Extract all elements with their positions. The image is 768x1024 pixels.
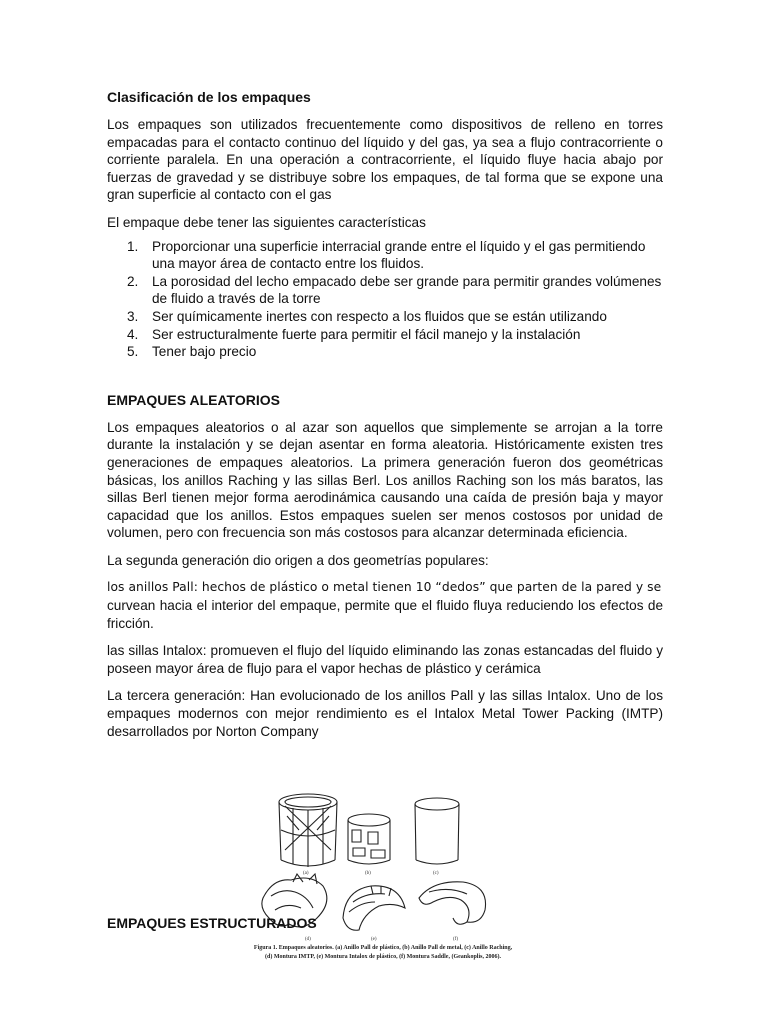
figure-label-f: (f): [453, 937, 458, 942]
heading-estructurados: EMPAQUES ESTRUCTURADOS: [107, 915, 317, 931]
paragraph-aleatorios: Los empaques aleatorios o al azar son aquellos que simplemente se arrojan a la torre durante la instalación y se dejan asentar en forma aleatoria. Históricamente existen tres generaciones de empaques aleatorios. La primera generación fueron dos geométricas básicas, los anillos Raching y las sillas Berl. Los anillos Raching son los más baratos, las sillas Berl tienen mejor forma aerodinámica causando una caída de presión baja y mayor capacidad que los anillos. Estos empaques suelen ser menos costosos por unidad de volumen, pero con frecuencia son más costosos para alcanzar determinada eficiencia.: [107, 419, 663, 541]
list-item: 5. Tener bajo precio: [127, 344, 257, 360]
paragraph-segunda-generacion: La segunda generación dio origen a dos geometrías populares:: [107, 552, 489, 568]
intalox-saddle-image: [343, 886, 405, 930]
figure-label-e: (e): [371, 937, 377, 942]
paragraph-anillos-pall-line1: los anillos Pall: hechos de plástico o metal tienen 10 “dedos” que parten de la pared y se: [107, 580, 662, 595]
paragraph-caracteristicas: El empaque debe tener las siguientes características: [107, 214, 426, 230]
raschig-ring-image: [415, 798, 459, 864]
saddle-image: [419, 882, 486, 924]
pall-ring-plastic-image: [279, 794, 337, 867]
figure-label-a: (a): [303, 871, 309, 876]
characteristics-list: [107, 238, 663, 361]
heading-aleatorios: EMPAQUES ALEATORIOS: [107, 391, 280, 408]
figure-label-b: (b): [365, 871, 371, 876]
paragraph-sillas-intalox: las sillas Intalox: promueven el flujo del líquido eliminando las zonas estancadas del fluido y poseen mayor área de flujo para el vapor hechas de plástico y cerámica: [107, 643, 663, 676]
document-body: [107, 88, 663, 740]
figure-caption-line2: (d) Montura IMTP, (e) Montura Intalox de plástico, (f) Montura Saddle, (Geankoplis, 2006).: [265, 954, 501, 960]
figure-label-d: (d): [305, 937, 311, 942]
figure-caption: [213, 944, 553, 962]
paragraph-tercera-generacion: La tercera generación: Han evolucionado de los anillos Pall y las sillas Intalox. Uno de los empaques modernos con mejor rendimiento es el Intalox Metal Tower Packing (IMTP) desarrollados por Norton Company: [107, 688, 663, 739]
paragraph-anillos-pall-rest: curvean hacia el interior del empaque, permite que el fluido fluya reduciendo los efectos de fricción.: [107, 598, 663, 631]
figure-caption-line1: Figura 1. Empaques aleatorios. (a) Anillo Pall de plástico, (b) Anillo Pall de metal, (c) Anillo Raching,: [253, 945, 513, 951]
paragraph-intro: Los empaques son utilizados frecuentemente como dispositivos de relleno en torres empacadas para el contacto continuo del líquido y del gas, ya sea a flujo contracorriente o corriente paralela. En una operación a contracorriente, el líquido fluye hacia abajo por fuerzas de gravedad y se distribuye sobre los empaques, de tal forma que se expone una gran superficie al contacto con el gas: [107, 117, 663, 203]
pall-ring-metal-image: [348, 814, 390, 864]
heading-clasificacion: Clasificación de los empaques: [107, 89, 311, 105]
list-item: 2. La porosidad del lecho empacado debe ser grande para permitir grandes volúmenes de fluido a través de la torre: [127, 273, 662, 307]
list-item: 3. Ser químicamente inertes con respecto a los fluidos que se están utilizando: [127, 308, 607, 324]
figure-label-c: (c): [433, 871, 439, 876]
list-item: 1. Proporcionar una superficie interracial grande entre el líquido y el gas permitiendo una mayor área de contacto entre los fluidos.: [127, 238, 646, 272]
list-item: 4. Ser estructuralmente fuerte para permitir el fácil manejo y la instalación: [127, 326, 581, 342]
